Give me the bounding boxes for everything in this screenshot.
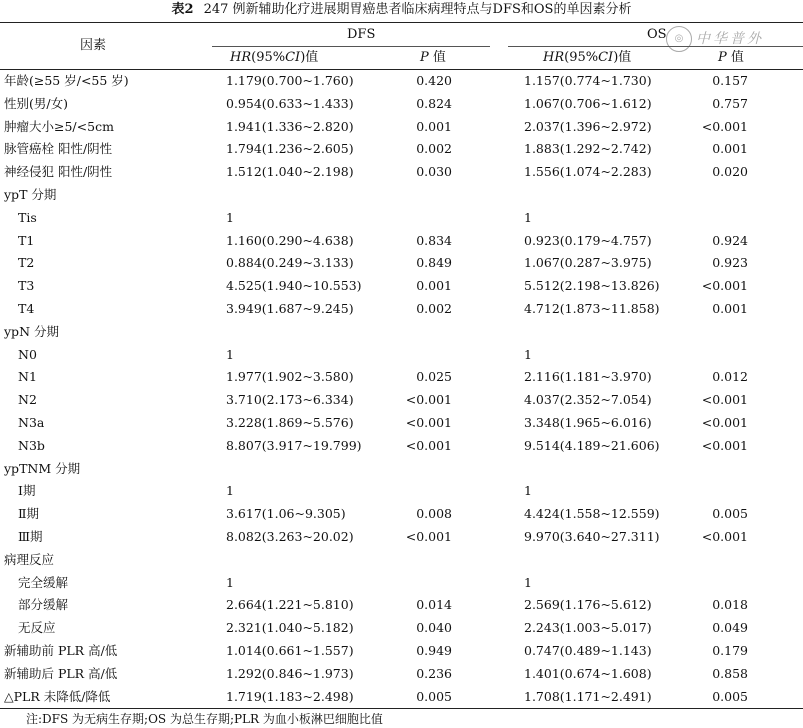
dfs-hr-cell: 3.710(2.173~6.334)	[226, 392, 354, 408]
os-hr-cell: 1	[524, 346, 532, 362]
os-hr-cell: 1.708(1.171~2.491)	[524, 688, 652, 704]
os-hr-cell: 0.747(0.489~1.143)	[524, 642, 652, 658]
os-hr-cell: 4.037(2.352~7.054)	[524, 392, 652, 408]
factor-cell: 神经侵犯 阳性/阴性	[4, 164, 113, 180]
os-hr-cell: 2.243(1.003~5.017)	[524, 620, 652, 636]
dfs-hr-cell: 0.954(0.633~1.433)	[226, 95, 354, 111]
os-p-cell: 0.179	[712, 642, 748, 658]
os-p-cell: 0.049	[712, 620, 748, 636]
dfs-p-cell: <0.001	[405, 437, 452, 453]
dfs-hr-cell: 1.160(0.290~4.638)	[226, 232, 354, 248]
table-bottom-rule	[0, 708, 803, 709]
table-row	[0, 458, 803, 481]
table-top-rule	[0, 22, 803, 23]
factor-cell: 脉管癌栓 阳性/阴性	[4, 141, 113, 157]
table-row	[0, 686, 803, 709]
table-row	[0, 503, 803, 526]
os-hr-cell: 4.712(1.873~11.858)	[524, 300, 660, 316]
table-row	[0, 549, 803, 572]
table-row	[0, 230, 803, 253]
os-hr-cell: 9.970(3.640~27.311)	[524, 528, 660, 544]
os-hr-cell: 0.923(0.179~4.757)	[524, 232, 652, 248]
table-row	[0, 435, 803, 458]
table-row	[0, 207, 803, 230]
table-row	[0, 116, 803, 139]
dfs-p-cell: 0.849	[416, 255, 452, 271]
factor-cell: N3a	[18, 414, 45, 430]
dfs-hr-cell: 3.617(1.06~9.305)	[226, 506, 346, 522]
factor-cell: Ⅰ期	[18, 483, 36, 499]
os-hr-cell: 4.424(1.558~12.559)	[524, 506, 660, 522]
dfs-p-cell: 0.040	[416, 620, 452, 636]
dfs-hr-cell: 1.977(1.902~3.580)	[226, 369, 354, 385]
factor-cell: 年龄(≥55 岁/<55 岁)	[4, 73, 129, 88]
os-hr-cell: 2.569(1.176~5.612)	[524, 597, 652, 613]
factor-cell: T4	[18, 300, 35, 316]
factor-cell: △PLR 未降低/降低	[4, 688, 111, 704]
table-caption	[0, 0, 803, 20]
dfs-p-cell: 0.824	[416, 95, 452, 111]
factor-column-header: 因素	[80, 38, 107, 53]
dfs-hr-cell: 2.321(1.040~5.182)	[226, 620, 354, 636]
table-row	[0, 298, 803, 321]
journal-watermark: 中华普外	[696, 31, 764, 47]
os-hr-cell: 1	[524, 483, 532, 499]
os-hr-cell: 1.556(1.074~2.283)	[524, 164, 652, 180]
os-p-cell: <0.001	[701, 528, 748, 544]
table-body	[0, 70, 803, 708]
factor-cell: Ⅱ期	[18, 506, 39, 522]
os-p-cell: 0.001	[712, 141, 748, 157]
dfs-p-cell: 0.236	[416, 665, 452, 681]
dfs-hr-cell: 4.525(1.940~10.553)	[226, 278, 362, 294]
os-group-header: OS	[647, 27, 667, 42]
dfs-hr-cell: 1.719(1.183~2.498)	[226, 688, 354, 704]
factor-cell: N2	[18, 392, 37, 408]
factor-cell: ypN 分期	[4, 323, 59, 339]
dfs-hr-cell: 3.949(1.687~9.245)	[226, 300, 354, 316]
factor-cell: N1	[18, 369, 37, 385]
dfs-p-cell: 0.002	[416, 141, 452, 157]
factor-cell: 无反应	[18, 620, 56, 636]
os-p-cell: 0.005	[712, 506, 748, 522]
dfs-hr-cell: 1.179(0.700~1.760)	[226, 73, 354, 88]
os-hr-cell: 1.157(0.774~1.730)	[524, 73, 652, 88]
dfs-hr-cell: 3.228(1.869~5.576)	[226, 414, 354, 430]
dfs-hr-cell: 1	[226, 574, 234, 590]
table-row	[0, 138, 803, 161]
os-p-cell: 0.923	[712, 255, 748, 271]
dfs-group-header: DFS	[347, 27, 376, 42]
table-row	[0, 275, 803, 298]
dfs-hr-cell: 1.512(1.040~2.198)	[226, 164, 354, 180]
table-row	[0, 321, 803, 344]
dfs-p-cell: <0.001	[405, 392, 452, 408]
dfs-p-cell: 0.001	[416, 118, 452, 134]
factor-cell: 部分缓解	[18, 597, 69, 613]
os-p-cell: 0.012	[712, 369, 748, 385]
table-row	[0, 480, 803, 503]
table-row	[0, 344, 803, 367]
factor-cell: N0	[18, 346, 37, 362]
factor-cell: 肿瘤大小≥5/<5cm	[4, 118, 114, 134]
table-title: 247 例新辅助化疗进展期胃癌患者临床病理特点与DFS和OS的单因素分析	[203, 2, 632, 17]
factor-cell: Tis	[18, 209, 37, 225]
dfs-p-cell: 0.949	[416, 642, 452, 658]
table-row	[0, 663, 803, 686]
journal-seal-watermark: ◎	[666, 26, 692, 52]
os-hr-cell: 2.037(1.396~2.972)	[524, 118, 652, 134]
os-p-cell: 0.157	[712, 73, 748, 88]
factor-cell: Ⅲ期	[18, 528, 43, 544]
os-hr-cell: 1.401(0.674~1.608)	[524, 665, 652, 681]
table-row	[0, 366, 803, 389]
table-row	[0, 572, 803, 595]
table-row	[0, 389, 803, 412]
os-hr-cell: 2.116(1.181~3.970)	[524, 369, 652, 385]
os-p-cell: 0.757	[712, 95, 748, 111]
dfs-p-cell: 0.834	[416, 232, 452, 248]
factor-cell: 病理反应	[4, 551, 55, 567]
dfs-hr-cell: 1	[226, 346, 234, 362]
dfs-hr-cell: 1.794(1.236~2.605)	[226, 141, 354, 157]
dfs-hr-cell: 1.292(0.846~1.973)	[226, 665, 354, 681]
os-hr-cell: 5.512(2.198~13.826)	[524, 278, 660, 294]
os-hr-cell: 1.883(1.292~2.742)	[524, 141, 652, 157]
os-hr-cell: 1	[524, 574, 532, 590]
os-p-cell: 0.018	[712, 597, 748, 613]
os-p-cell: <0.001	[701, 118, 748, 134]
factor-cell: N3b	[18, 437, 45, 453]
dfs-hr-cell: 8.807(3.917~19.799)	[226, 437, 362, 453]
dfs-p-cell: 0.025	[416, 369, 452, 385]
os-p-column-header: P 值	[718, 50, 744, 65]
dfs-hr-cell: 1.014(0.661~1.557)	[226, 642, 354, 658]
factor-cell: 新辅助前 PLR 高/低	[4, 642, 118, 658]
dfs-hr-cell: 1.941(1.336~2.820)	[226, 118, 354, 134]
table-row	[0, 252, 803, 275]
table-row	[0, 526, 803, 549]
dfs-p-cell: 0.030	[416, 164, 452, 180]
table-row	[0, 93, 803, 116]
table-label: 表2	[171, 2, 194, 17]
factor-cell: T1	[18, 232, 35, 248]
factor-cell: T2	[18, 255, 35, 271]
factor-cell: 完全缓解	[18, 574, 69, 590]
table-footnote: 注:DFS 为无病生存期;OS 为总生存期;PLR 为血小板淋巴细胞比值	[26, 712, 383, 726]
dfs-p-cell: 0.008	[416, 506, 452, 522]
os-group-rule	[508, 46, 803, 47]
dfs-group-rule	[212, 46, 490, 47]
os-hr-cell: 1.067(0.287~3.975)	[524, 255, 652, 271]
factor-cell: 新辅助后 PLR 高/低	[4, 665, 118, 681]
table-row	[0, 184, 803, 207]
table-row	[0, 412, 803, 435]
os-p-cell: 0.924	[712, 232, 748, 248]
dfs-hr-column-header: HR(95%CI)值	[230, 50, 319, 65]
dfs-hr-cell: 0.884(0.249~3.133)	[226, 255, 354, 271]
dfs-p-column-header: P 值	[420, 50, 446, 65]
os-p-cell: 0.858	[712, 665, 748, 681]
os-p-cell: <0.001	[701, 414, 748, 430]
factor-cell: 性别(男/女)	[4, 95, 68, 111]
factor-cell: T3	[18, 278, 35, 294]
os-hr-column-header: HR(95%CI)值	[543, 50, 632, 65]
dfs-p-cell: 0.001	[416, 278, 452, 294]
os-hr-cell: 1.067(0.706~1.612)	[524, 95, 652, 111]
dfs-p-cell: 0.005	[416, 688, 452, 704]
table-row	[0, 70, 803, 93]
dfs-hr-cell: 1	[226, 209, 234, 225]
table-row	[0, 594, 803, 617]
dfs-hr-cell: 2.664(1.221~5.810)	[226, 597, 354, 613]
dfs-p-cell: <0.001	[405, 528, 452, 544]
os-p-cell: 0.020	[712, 164, 748, 180]
os-hr-cell: 1	[524, 209, 532, 225]
dfs-p-cell: <0.001	[405, 414, 452, 430]
os-p-cell: <0.001	[701, 437, 748, 453]
os-hr-cell: 9.514(4.189~21.606)	[524, 437, 660, 453]
table-row	[0, 617, 803, 640]
dfs-p-cell: 0.420	[416, 73, 452, 88]
os-p-cell: 0.001	[712, 300, 748, 316]
table-row	[0, 640, 803, 663]
dfs-hr-cell: 8.082(3.263~20.02)	[226, 528, 354, 544]
dfs-p-cell: 0.014	[416, 597, 452, 613]
factor-cell: ypT 分期	[4, 186, 57, 202]
os-p-cell: 0.005	[712, 688, 748, 704]
dfs-hr-cell: 1	[226, 483, 234, 499]
os-p-cell: <0.001	[701, 278, 748, 294]
dfs-p-cell: 0.002	[416, 300, 452, 316]
table-row	[0, 161, 803, 184]
os-hr-cell: 3.348(1.965~6.016)	[524, 414, 652, 430]
os-p-cell: <0.001	[701, 392, 748, 408]
factor-cell: ypTNM 分期	[4, 460, 81, 476]
